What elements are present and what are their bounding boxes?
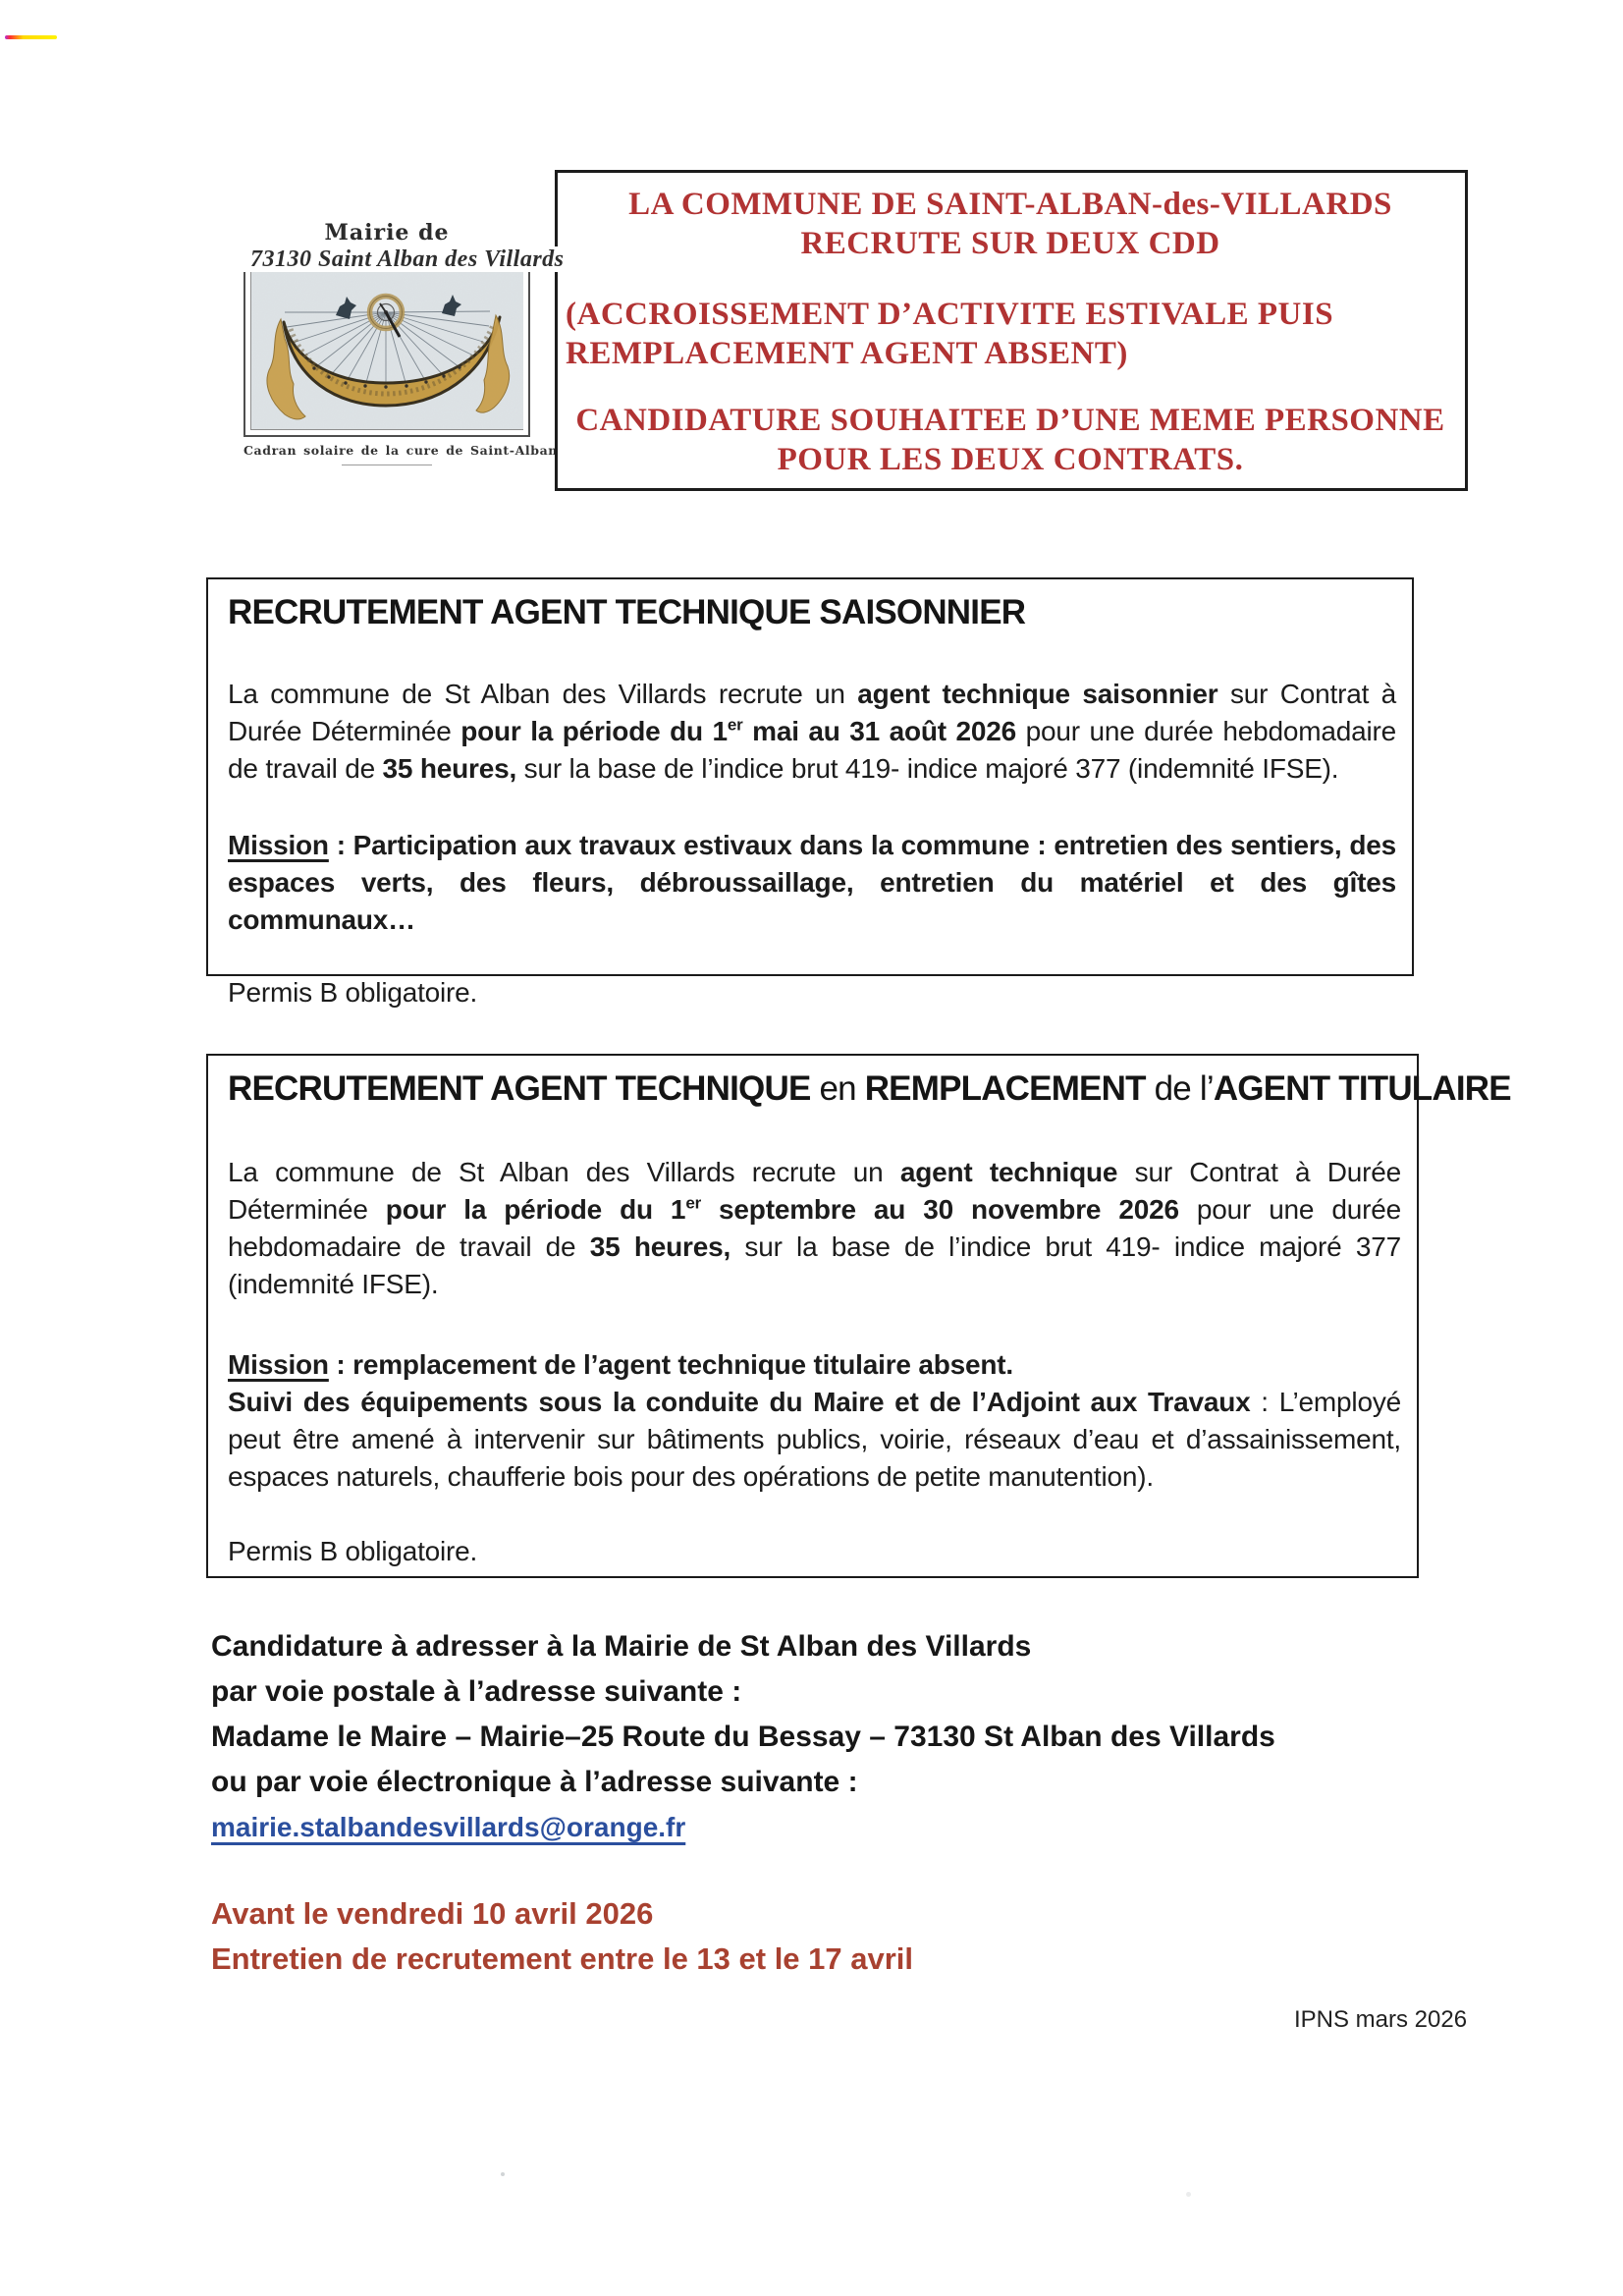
text-segment: La commune de St Alban des Villards recrute un [228, 1157, 900, 1187]
text-segment: pour une durée hebdomadaire de travail de [228, 1194, 1401, 1262]
scan-artifact-line [5, 35, 57, 39]
heading-segment-regular: de l’ [1154, 1069, 1214, 1108]
logo-subtitle-text: 73130 Saint Alban des Villards [243, 246, 571, 272]
scan-speck [1186, 2192, 1191, 2197]
contact-email-row [211, 1805, 1434, 1850]
contact-line-2: par voie postale à l’adresse suivante : [211, 1675, 742, 1708]
announce-footer-line-2: POUR LES DEUX CONTRATS. [777, 442, 1244, 477]
section-saisonnier-intro [228, 676, 1396, 788]
text-segment: sur Contrat à Durée Déterminée [228, 1157, 1401, 1225]
text-segment: La commune de St Alban des Villards recrute un [228, 679, 858, 709]
logo-title: Mairie de [324, 220, 450, 246]
text-segment-bold [386, 1194, 1179, 1225]
mission-paragraph [228, 1349, 1013, 1380]
logo-caption: Cadran solaire de la cure de Saint-Alban [243, 443, 558, 458]
contact-block [211, 1624, 1434, 1850]
announce-title-line-2: RECRUTE SUR DEUX CDD [800, 226, 1220, 261]
text-segment: : L’employé peut être amené à intervenir sur bâtiments publics, voirie, réseaux d’eau et d’assainissement, espaces naturels, chaufferie bois pour des opérations de petite manutention). [228, 1387, 1401, 1492]
print-note: IPNS mars 2026 [1294, 2006, 1468, 2033]
announce-detail-line-2: REMPLACEMENT AGENT ABSENT) [566, 336, 1128, 371]
text-segment: pour la période du 1 [460, 716, 728, 746]
text-segment-bold: 35 heures, [589, 1231, 731, 1262]
mission-text: : remplacement de l’agent technique titulaire absent. [328, 1349, 1013, 1380]
section-remplacement-heading [228, 1069, 1511, 1109]
text-segment: septembre au 30 novembre 2026 [700, 1194, 1179, 1225]
announcement-box [555, 170, 1468, 491]
deadline-line-1: Avant le vendredi 10 avril 2026 [211, 1896, 654, 1931]
mairie-logo [243, 220, 565, 465]
section-saisonnier-permis: Permis B obligatoire. [228, 977, 478, 1008]
sundial-illustration [250, 267, 523, 430]
ordinal-superscript: er [685, 1193, 701, 1213]
section-saisonnier-heading: RECRUTEMENT AGENT TECHNIQUE SAISONNIER [228, 593, 1026, 631]
sundial-frame [243, 260, 530, 437]
heading-segment-bold: REMPLACEMENT [864, 1069, 1155, 1108]
heading-segment-regular: en [819, 1069, 865, 1108]
section-remplacement-permis: Permis B obligatoire. [228, 1536, 478, 1566]
section-remplacement-intro [228, 1154, 1401, 1303]
mission-label: Mission [228, 830, 329, 860]
text-segment: pour une durée hebdomadaire de travail de [228, 716, 1397, 784]
sundial-svg [251, 268, 523, 429]
text-segment: pour la période du 1 [385, 1194, 686, 1225]
ordinal-superscript: er [727, 715, 743, 735]
mission-paragraph [228, 830, 1396, 935]
mission-label: Mission [228, 1349, 329, 1380]
section-saisonnier [206, 577, 1414, 1008]
contact-line-4: ou par voie électronique à l’adresse suivante : [211, 1766, 858, 1798]
announce-detail-line-1: (ACCROISSEMENT D’ACTIVITE ESTIVALE PUIS [566, 297, 1334, 332]
text-segment: sur Contrat à Durée Déterminée [228, 679, 1397, 746]
text-segment-bold: agent technique [899, 1157, 1118, 1187]
mission-text: : Participation aux travaux estivaux dans la commune : entretien des sentiers, des espaces verts, des fleurs, débroussaillage, entretien du matériel et des gîtes communaux… [228, 830, 1396, 935]
heading-segment-bold: AGENT TITULAIRE [1213, 1069, 1511, 1108]
contact-address-line: Madame le Maire – Mairie–25 Route du Bessay – 73130 St Alban des Villards [211, 1721, 1275, 1753]
text-segment-bold: 35 heures, [382, 753, 517, 784]
text-segment-bold [460, 716, 1016, 746]
section-remplacement [206, 1054, 1511, 1578]
contact-line-1: Candidature à adresser à la Mairie de St Alban des Villards [211, 1630, 1032, 1663]
section-remplacement-mission [228, 1346, 1401, 1496]
announce-title-line-1: LA COMMUNE DE SAINT-ALBAN-des-VILLARDS [628, 187, 1392, 222]
announce-footer-line-1: CANDIDATURE SOUHAITEE D’UNE MEME PERSONNE [575, 403, 1445, 438]
scan-speck [501, 2172, 505, 2176]
deadline-line-2: Entretien de recrutement entre le 13 et le 17 avril [211, 1941, 914, 1976]
logo-subtitle [243, 246, 565, 273]
text-segment: sur la base de l’indice brut 419- indice majoré 377 (indemnité IFSE). [516, 753, 1339, 784]
text-segment: sur la base de l’indice brut 419- indice majoré 377 (indemnité IFSE). [228, 1231, 1402, 1299]
text-segment: mai au 31 août 2026 [742, 716, 1017, 746]
deadline-block [211, 1891, 913, 1982]
heading-segment-bold: RECRUTEMENT AGENT TECHNIQUE [228, 1069, 820, 1108]
section-saisonnier-mission [228, 827, 1396, 939]
text-segment-bold: agent technique saisonnier [857, 679, 1218, 709]
email-link[interactable]: mairie.stalbandesvillards@orange.fr [211, 1812, 686, 1842]
text-segment-bold: Suivi des équipements sous la conduite du Maire et de l’Adjoint aux Travaux [228, 1387, 1251, 1417]
